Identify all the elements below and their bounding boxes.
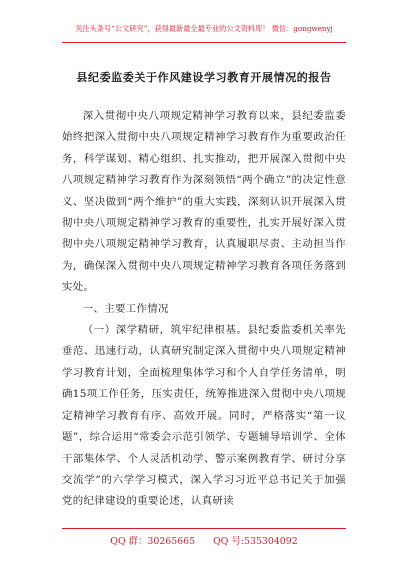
section-paragraph: （一）深学精研，筑牢纪律根基。县纪委监委机关率先垂范、迅速行动，认真研究制定深入贯彻中央八项规定精神学习教育计划，全面梳理集体学习和个人自学任务清单，明确15项工作任务，压实责任，统筹推进深入贯彻中央八项规定精神学习教育有序、高效开展。同时，严格落实“第一议题”，综合运用“常委会示范引领学、专题辅导培训学、全体干部集体学、个人灵活机动学、警示案例教育学、研讨分享交流学”的六学学习模式，深入学习习近平总书记关于加强党的纪律建设的重要论述，认真研读 [62,324,346,508]
footer-contact [0,533,408,547]
document-body [62,106,346,513]
header-banner: 关注头条号“公文研究”，获得最新最全最专业的公文资料库！ 微信：gongwenyj [75,24,333,33]
header-rule [62,42,346,43]
footer-qq-group: QQ 群：30265665 [110,536,196,547]
footer-rule [62,528,346,529]
intro-paragraph: 深入贯彻中央八项规定精神学习教育以来，县纪委监委始终把深入贯彻中央八项规定精神学习教育作为重要政治任务，科学谋划、精心组织、扎实推动，把开展深入贯彻中央八项规定精神学习教育作为深刻领悟“两个确立”的决定性意义、坚决做到“两个维护”的重大实践，深刻认识开展深入贯彻中央八项规定精神学习教育的重要性，扎实开展好深入贯彻中央八项规定精神学习教育，认真履职尽责、主动担当作为，确保深入贯彻中央八项规定精神学习教育各项任务落到实处。 [62,110,346,294]
section-heading: 一、主要工作情况 [82,302,169,315]
document-title: 县纪委监委关于作风建设学习教育开展情况的报告 [76,71,332,84]
footer-qq-number: QQ 号:535304092 [213,536,298,547]
